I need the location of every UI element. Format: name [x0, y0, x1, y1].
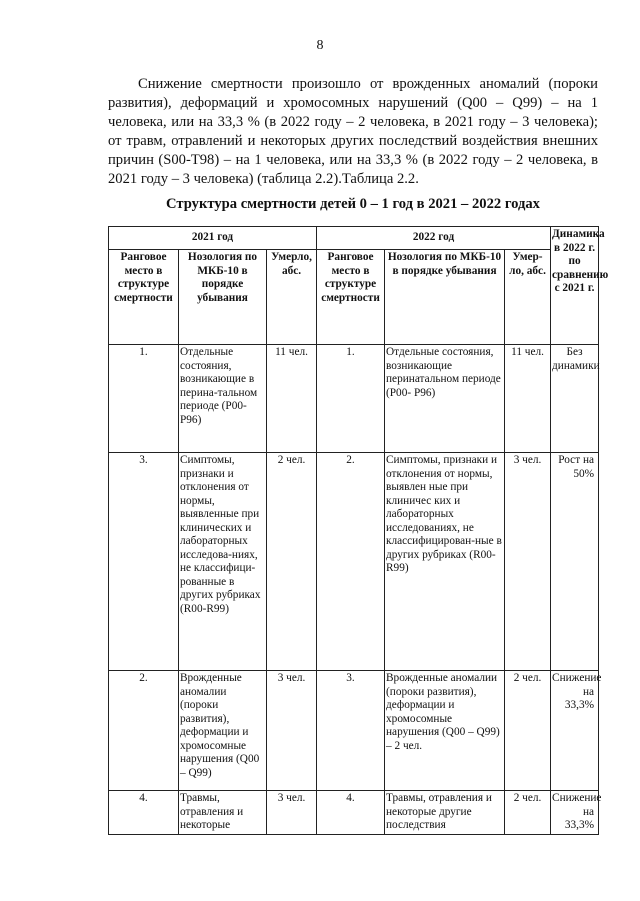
rank-2021-cell: 3. — [109, 453, 179, 671]
nosology-2022-cell: Симптомы, признаки и отклонения от нормы, выявлен ные при клиничес ких и лабораторных исследованиях, не классифицирован-ные в других рубриках (R00-R99) — [385, 453, 505, 671]
nosology-2021-header: Нозология по МКБ-10 в порядке убывания — [179, 250, 267, 345]
nosology-2022-cell: Травмы, отравления и некоторые другие последствия — [385, 791, 505, 835]
died-2022-cell: 2 чел. — [505, 671, 551, 791]
died-2022-cell: 3 чел. — [505, 453, 551, 671]
died-2022-cell: 2 чел. — [505, 791, 551, 835]
page-number: 8 — [316, 38, 324, 53]
died-2021-cell: 3 чел. — [267, 671, 317, 791]
rank-2022-cell: 3. — [317, 671, 385, 791]
nosology-2021-cell: Симптомы, признаки и отклонения от нормы, выявленные при клинических и лабораторных исследова-ниях, не классифици-рованные в других рубриках (R00-R99) — [179, 453, 267, 671]
rank-2021-cell: 1. — [109, 345, 179, 453]
died-2021-cell: 3 чел. — [267, 791, 317, 835]
body-paragraph — [108, 75, 598, 189]
table-title: Структура смертности детей 0 – 1 год в 2021 – 2022 годах — [166, 196, 540, 212]
dynamics-cell: Снижение на 33,3% — [551, 671, 599, 791]
dynamics-cell: Снижение на 33,3% — [551, 791, 599, 835]
rank-2021-header: Ранговое место в структуре смертности — [109, 250, 179, 345]
died-2021-cell: 11 чел. — [267, 345, 317, 453]
nosology-2021-cell: Врожденные аномалии (пороки развития), деформации и хромосомные нарушения (Q00 – Q99) — [179, 671, 267, 791]
table-row — [109, 453, 599, 671]
died-2022-cell: 11 чел. — [505, 345, 551, 453]
table-column-header-row — [109, 250, 599, 345]
paragraph-text: Снижение смертности произошло от врожденных аномалий (пороки развития), деформаций и хромосомных нарушений (Q00 – Q99) – на 1 человека, или на 33,3 % (в 2022 году – 2 человека, в 2021 году – 3 человека); от травм, отравлений и некоторых других последствий воздействия внешних причин (S00-T98) – на 1 человека, или на 33,3 % (в 2022 году – 2 человека, в 2021 году – 3 человека) (таблица 2.2).Таблица 2.2. — [108, 76, 598, 187]
rank-2022-header: Ранговое место в структуре смертности — [317, 250, 385, 345]
died-2022-header: Умер-ло, абс. — [505, 250, 551, 345]
died-2021-header: Умерло, абс. — [267, 250, 317, 345]
nosology-2022-cell: Отдельные состояния, возникающие перинатальном периоде (P00- P96) — [385, 345, 505, 453]
table-year-row — [109, 227, 599, 250]
year-2021-header: 2021 год — [109, 227, 317, 250]
rank-2021-cell: 2. — [109, 671, 179, 791]
table-row — [109, 791, 599, 835]
dynamics-header: Динамика в 2022 г. по сравнению с 2021 г. — [551, 227, 599, 345]
died-2021-cell: 2 чел. — [267, 453, 317, 671]
rank-2021-cell: 4. — [109, 791, 179, 835]
table-row — [109, 345, 599, 453]
nosology-2022-header: Нозология по МКБ-10 в порядке убывания — [385, 250, 505, 345]
rank-2022-cell: 1. — [317, 345, 385, 453]
nosology-2021-cell: Травмы, отравления и некоторые — [179, 791, 267, 835]
mortality-structure-table — [108, 226, 609, 835]
table-row — [109, 671, 599, 791]
rank-2022-cell: 2. — [317, 453, 385, 671]
nosology-2022-cell: Врожденные аномалии (пороки развития), деформации и хромосомные нарушения (Q00 – Q99) – 2 чел. — [385, 671, 505, 791]
dynamics-cell: Рост на 50% — [551, 453, 599, 671]
nosology-2021-cell: Отдельные состояния, возникающие в перина-тальном периоде (P00- P96) — [179, 345, 267, 453]
year-2022-header: 2022 год — [317, 227, 551, 250]
dynamics-cell: Без динамики — [551, 345, 599, 453]
rank-2022-cell: 4. — [317, 791, 385, 835]
